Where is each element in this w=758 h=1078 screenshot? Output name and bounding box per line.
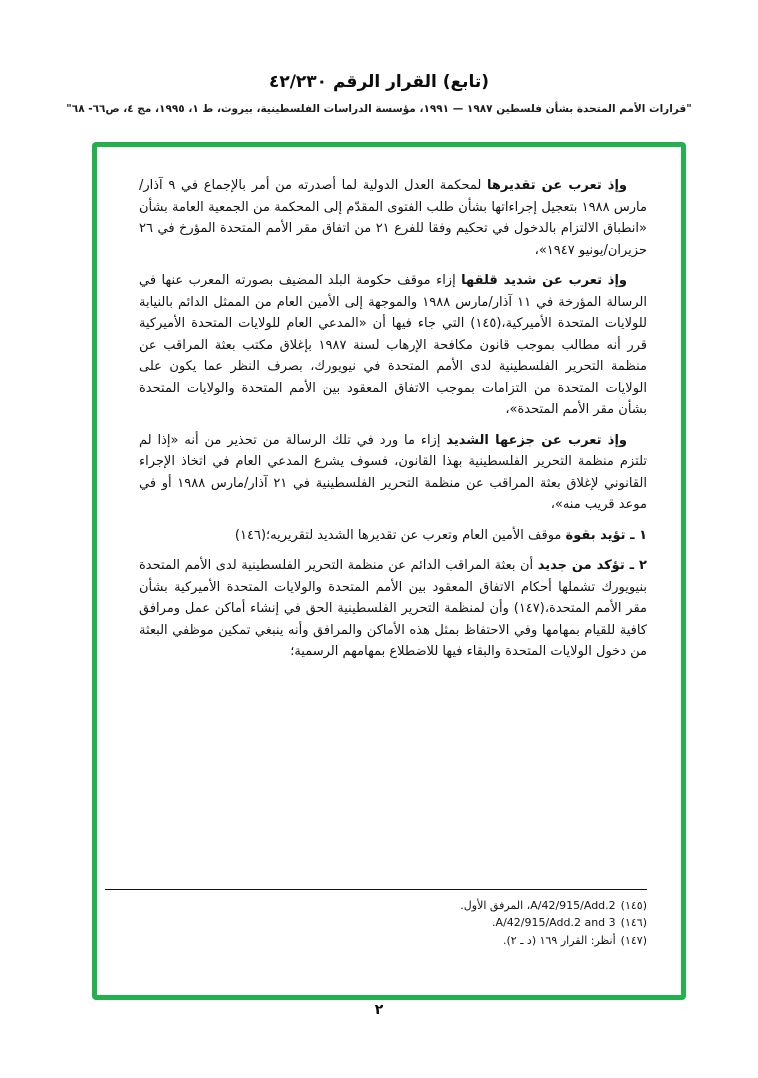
paragraph-lead: وإذ تعرب عن شديد قلقها xyxy=(461,273,627,288)
paragraph-lead: وإذ تعرب عن تقديرها xyxy=(487,178,627,193)
paragraph-text: موقف الأمين العام وتعرب عن تقديرها الشديد لتقريريه؛(١٤٦) xyxy=(234,527,566,543)
footnote-text: أنظر: القرار ١٦٩ (د ـ ٢). xyxy=(502,933,616,947)
paragraph-lead: وإذ تعرب عن جزعها الشديد xyxy=(446,432,627,448)
body-text xyxy=(139,175,647,672)
footnote-145 xyxy=(105,897,647,915)
paragraph-preamble-3 xyxy=(139,430,647,516)
document-title: (تابع) القرار الرقم ٤٢/٢٣٠ xyxy=(268,72,490,92)
paragraph-preamble-2 xyxy=(139,270,647,421)
footnote-label: (١٤٥) xyxy=(620,898,647,912)
footnote-text: A/42/915/Add.2، المرفق الأول. xyxy=(460,898,616,912)
page-number: ٢ xyxy=(374,1002,384,1018)
paragraph-text: لمحكمة العدل الدولية لما أصدرته من أمر بالإجماع في ٩ آذار/مارس ١٩٨٨ بتعجيل إجراءاتها بشأن طلب الفتوى المقدّم إلى المحكمة من الجمعية العامة بشأن «انطباق الالتزام بالدخول في تحكيم وفقا للفرع ٢١ من اتفاق مقر الأمم المتحدة المؤرخ في ٢٦ حزيران/يونيو ١٩٤٧»، xyxy=(139,178,647,258)
footnotes-section xyxy=(105,889,647,950)
content-frame xyxy=(92,142,686,1000)
paragraph-text: إزاء موقف حكومة البلد المضيف بصورته المعرب عنها في الرسالة المؤرخة في ١١ آذار/مارس ١٩٨٨ والموجهة إلى الأمين العام من الممثل الدائم بالنيابة للولايات المتحدة الأميركية،(١٤٥) التي جاء فيها أن «المدعي العام للولايات المتحدة الأميركية قرر أنه مطالب بموجب قانون مكافحة الإرهاب لسنة ١٩٨٧ بإغلاق مكتب بعثة المراقب عن منظمة التحرير الفلسطينية لدى الأمم المتحدة في نيويورك، بصرف النظر عما يكون على الولايات المتحدة من التزامات بموجب الاتفاق المعقود بين الأمم المتحدة والولايات المتحدة بشأن مقر الأمم المتحدة»، xyxy=(139,273,648,417)
paragraph-text: إزاء ما ورد في تلك الرسالة من تحذير من أنه «إذا لم تلتزم منظمة التحرير الفلسطينية بهذا القانون، فسوف يشرع المدعي العام في اتخاذ الإجراء القانوني لإغلاق بعثة المراقب عن منظمة التحرير الفلسطينية في ٢١ آذار/مارس ١٩٨٨ أو في موعد قريب منه»، xyxy=(139,432,647,512)
document-citation: "قرارات الأمم المتحدة بشأن فلسطين ١٩٨٧ — ١٩٩١، مؤسسة الدراسات الفلسطينية، بيروت، ط ١، ١٩٩٥، مج ٤، ص٦٦- ٦٨" xyxy=(66,103,692,115)
paragraph-preamble-1 xyxy=(139,175,647,261)
footnote-label: (١٤٧) xyxy=(620,933,647,947)
paragraph-lead: ١ ـ تؤيد بقوة xyxy=(565,527,647,543)
footnote-147 xyxy=(105,932,647,950)
paragraph-lead: ٢ ـ تؤكد من جديد xyxy=(537,558,647,573)
footnote-text: A/42/915/Add.2 and 3. xyxy=(492,916,616,929)
paragraph-text: أن بعثة المراقب الدائم عن منظمة التحرير الفلسطينية لدى الأمم المتحدة بنيويورك تشملها أحكام الاتفاق المعقود بين الأمم المتحدة والولايات المتحدة الأميركية بشأن مقر الأمم المتحدة،(١٤٧) وأن لمنظمة التحرير الفلسطينية الحق في إنشاء أماكن عمل ومرافق كافية للقيام بمهامها وفي الاحتفاظ بمثل هذه الأماكن والمرافق وأنه ينبغي تمكين موظفي البعثة من دخول الولايات المتحدة والبقاء فيها للاضطلاع بمهامهم الرسمية؛ xyxy=(139,558,647,659)
footnote-label: (١٤٦) xyxy=(620,916,647,929)
paragraph-operative-1 xyxy=(139,525,647,547)
footnote-146 xyxy=(105,914,647,932)
paragraph-operative-2 xyxy=(139,555,647,663)
